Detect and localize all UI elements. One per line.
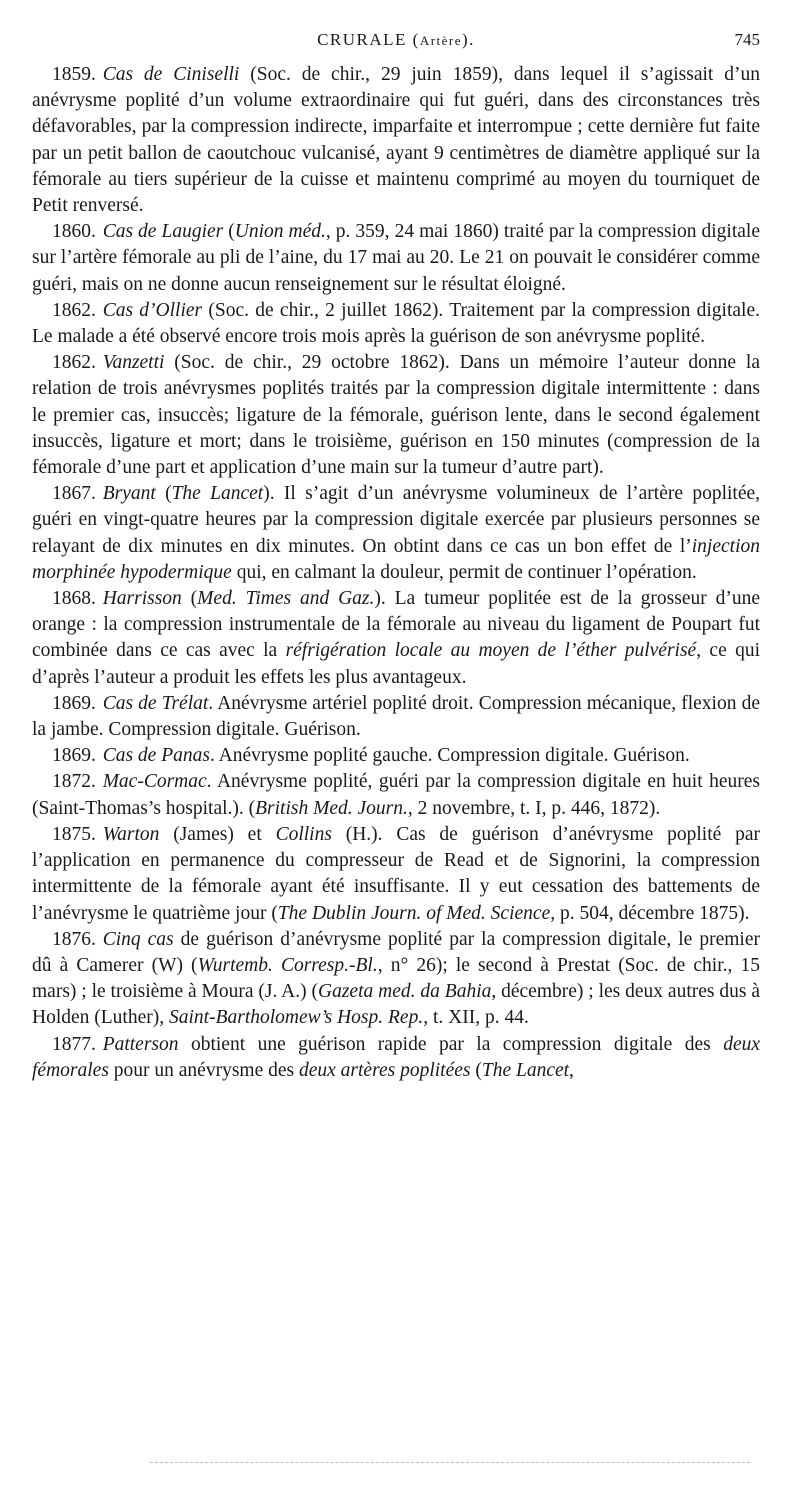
entry-year: 1868. (52, 588, 96, 610)
italic-text: injection morphinée hypodermique (32, 535, 760, 583)
entry-text: , n° 26); le second à Prestat (Soc. de chir., 15 mars) ; le troisième à Moura (J. A.) ( (32, 954, 760, 1003)
entry-text: , ce qui d’après l’auteur a produit les effets les plus avantageux. (32, 640, 760, 688)
entry-year: 1860. (52, 221, 96, 243)
entry-text: ). La tumeur poplitée est de la grosseur d’une orange : la compression instrumentale de la fémorale au niveau du ligament de Poupart fut combinée dans ce cas avec la (32, 588, 760, 662)
entry-text: . Anévrysme artériel poplité droit. Compression mécanique, flexion de la jambe. Compression digitale. Guérison. (32, 692, 760, 741)
footer-rule (150, 1462, 750, 1463)
entry-text: (Soc. de chir., 29 octobre 1862). Dans un mémoire l’auteur donne la relation de trois anévrysmes poplités traités par la compression digitale intermittente : dans le premier cas, insuccès; ligature de la fémorale, guérison lente, dans le second également insuccès, ligature et mort; dans le troisième, guérison en 150 minutes (compression de la fémorale d’une part et application d’une main sur la tumeur d’autre part). (32, 352, 760, 479)
running-title-smallcaps: Artère (419, 33, 463, 48)
italic-text: réfrigération locale au moyen de l’éther pulvérisé (285, 640, 697, 662)
italic-text: Patterson (102, 1033, 179, 1055)
body-text (32, 62, 760, 1084)
running-title-end: ). (462, 30, 475, 49)
italic-text: Cas de Trélat (102, 692, 209, 714)
italic-text: Gazeta med. da Bahia (318, 981, 492, 1003)
entry-paragraph (32, 586, 760, 691)
entry-text: (James) et (159, 823, 276, 845)
running-title (32, 30, 760, 50)
italic-text: Cas de Ciniselli (102, 64, 240, 85)
entry-text: (Soc. de chir., 2 juillet 1862). Traitement par la compression digitale. Le malade a été observé encore trois mois après la guérison de son anévrysme poplité. (32, 299, 760, 348)
italic-text: Harrisson (102, 588, 182, 610)
italic-text: Warton (102, 823, 160, 845)
entry-year: 1875. (52, 823, 96, 845)
italic-text: Union méd. (234, 221, 326, 243)
entry-year: 1876. (52, 928, 96, 950)
entry-text: ( (155, 483, 172, 505)
running-title-main: CRURALE ( (317, 30, 420, 49)
entry-text: . Anévrysme poplité, guéri par la compression digitale en huit heures (Saint-Thomas’s hospital.). ( (32, 771, 760, 819)
entry-year: 1869. (52, 745, 96, 767)
entry-paragraph (32, 481, 760, 586)
entry-paragraph (32, 1032, 760, 1084)
running-head (32, 30, 760, 58)
italic-text: Med. Times and Gaz. (197, 588, 375, 610)
entry-year: 1869. (52, 692, 96, 714)
entry-text: , (569, 1059, 574, 1081)
italic-text: The Lancet (481, 1059, 570, 1081)
entry-paragraph (32, 769, 760, 821)
entry-paragraph (32, 822, 760, 927)
italic-text: British Med. Journ. (255, 797, 408, 819)
entry-paragraph (32, 219, 760, 298)
entry-text: ( (223, 221, 235, 243)
entry-text: ( (181, 588, 198, 610)
italic-text: Cas de Panas (102, 745, 210, 767)
entry-text: ). Il s’agit d’un anévrysme volumineux de l’artère poplitée, guéri en vingt-quatre heures par la compression digitale exercée par plusieurs personnes se relayant de dix minutes en dix minutes. On obtint dans ce cas un bon effet de l’ (32, 483, 761, 557)
entry-year: 1872. (52, 771, 96, 793)
entry-year: 1862. (52, 299, 96, 321)
entry-text: . Anévrysme poplité gauche. Compression digitale. Guérison. (209, 745, 690, 767)
italic-text: Mac-Cormac (102, 771, 207, 793)
italic-text: Vanzetti (102, 352, 165, 374)
entry-text: pour un anévrysme des (108, 1059, 299, 1081)
entry-paragraph (32, 350, 760, 481)
italic-text: Saint-Bartholomew’s Hosp. Rep. (169, 1007, 424, 1029)
entry-year: 1867. (52, 483, 96, 505)
entry-text: qui, en calmant la douleur, permit de continuer l’opération. (231, 561, 697, 583)
entry-text: , p. 359, 24 mai 1860) traité par la compression digitale sur l’artère fémorale au pli de l’aine, du 17 mai au 20. Le 21 on pouvait le considérer comme guéri, mais on ne donne aucun renseignement sur le résultat éloigné. (32, 221, 760, 295)
italic-text: Cas de Laugier (102, 221, 224, 243)
entry-text: , p. 504, décembre 1875). (550, 902, 750, 924)
entry-text: , 2 novembre, t. I, p. 446, 1872). (407, 797, 661, 819)
italic-text: Wurtemb. Corresp.-Bl. (197, 954, 378, 976)
italic-text: Collins (275, 823, 332, 845)
entry-year: 1862. (52, 352, 96, 374)
entry-text: , décembre) ; les deux autres dus à Holden (Luther), (32, 981, 760, 1029)
entry-text: , t. XII, p. 44. (423, 1007, 529, 1029)
page-number: 745 (734, 30, 760, 49)
entry-year: 1859. (52, 64, 96, 85)
italic-text: Bryant (102, 483, 156, 505)
italic-text: deux artères poplitées (298, 1059, 471, 1081)
entry-paragraph (32, 743, 760, 769)
italic-text: The Lancet (171, 483, 264, 505)
entry-paragraph (32, 691, 760, 743)
entry-text: obtient une guérison rapide par la compression digitale des (178, 1033, 724, 1055)
entry-text: (Soc. de chir., 29 juin 1859), dans lequel il s’agissait d’un anévrysme poplité d’un volume extraordinaire qui fut guéri, dans des circonstances très défavorables, par la compression indirecte, imparfaite et interrompue ; cette dernière fut faite par un petit ballon de caoutchouc vulcanisé, ayant 9 centimètres de diamètre appliqué sur la fémorale au tiers supérieur de la cuisse et maintenu comprimé au moyen du tourniquet de Petit renversé. (32, 64, 760, 217)
entry-text: de guérison d’anévrysme poplité par la compression digitale, le premier dû à Camerer (W) ( (32, 928, 760, 976)
entry-year: 1877. (52, 1033, 96, 1055)
entry-text: (H.). Cas de guérison d’anévrysme poplité par l’application en permanence du compresseur de Read et de Signorini, la compression intermittente de la fémorale ayant été insuffisante. Il y eut cessation des battements de l’anévrysme le quatrième jour ( (32, 823, 760, 924)
entry-text: ( (470, 1059, 482, 1081)
italic-text: deux fémorales (32, 1033, 760, 1081)
italic-text: Cinq cas (102, 928, 174, 950)
entry-paragraph (32, 62, 760, 219)
entry-paragraph (32, 927, 760, 1032)
italic-text: Cas d’Ollier (102, 299, 203, 321)
entry-paragraph (32, 298, 760, 350)
italic-text: The Dublin Journ. of Med. Science (277, 902, 551, 924)
